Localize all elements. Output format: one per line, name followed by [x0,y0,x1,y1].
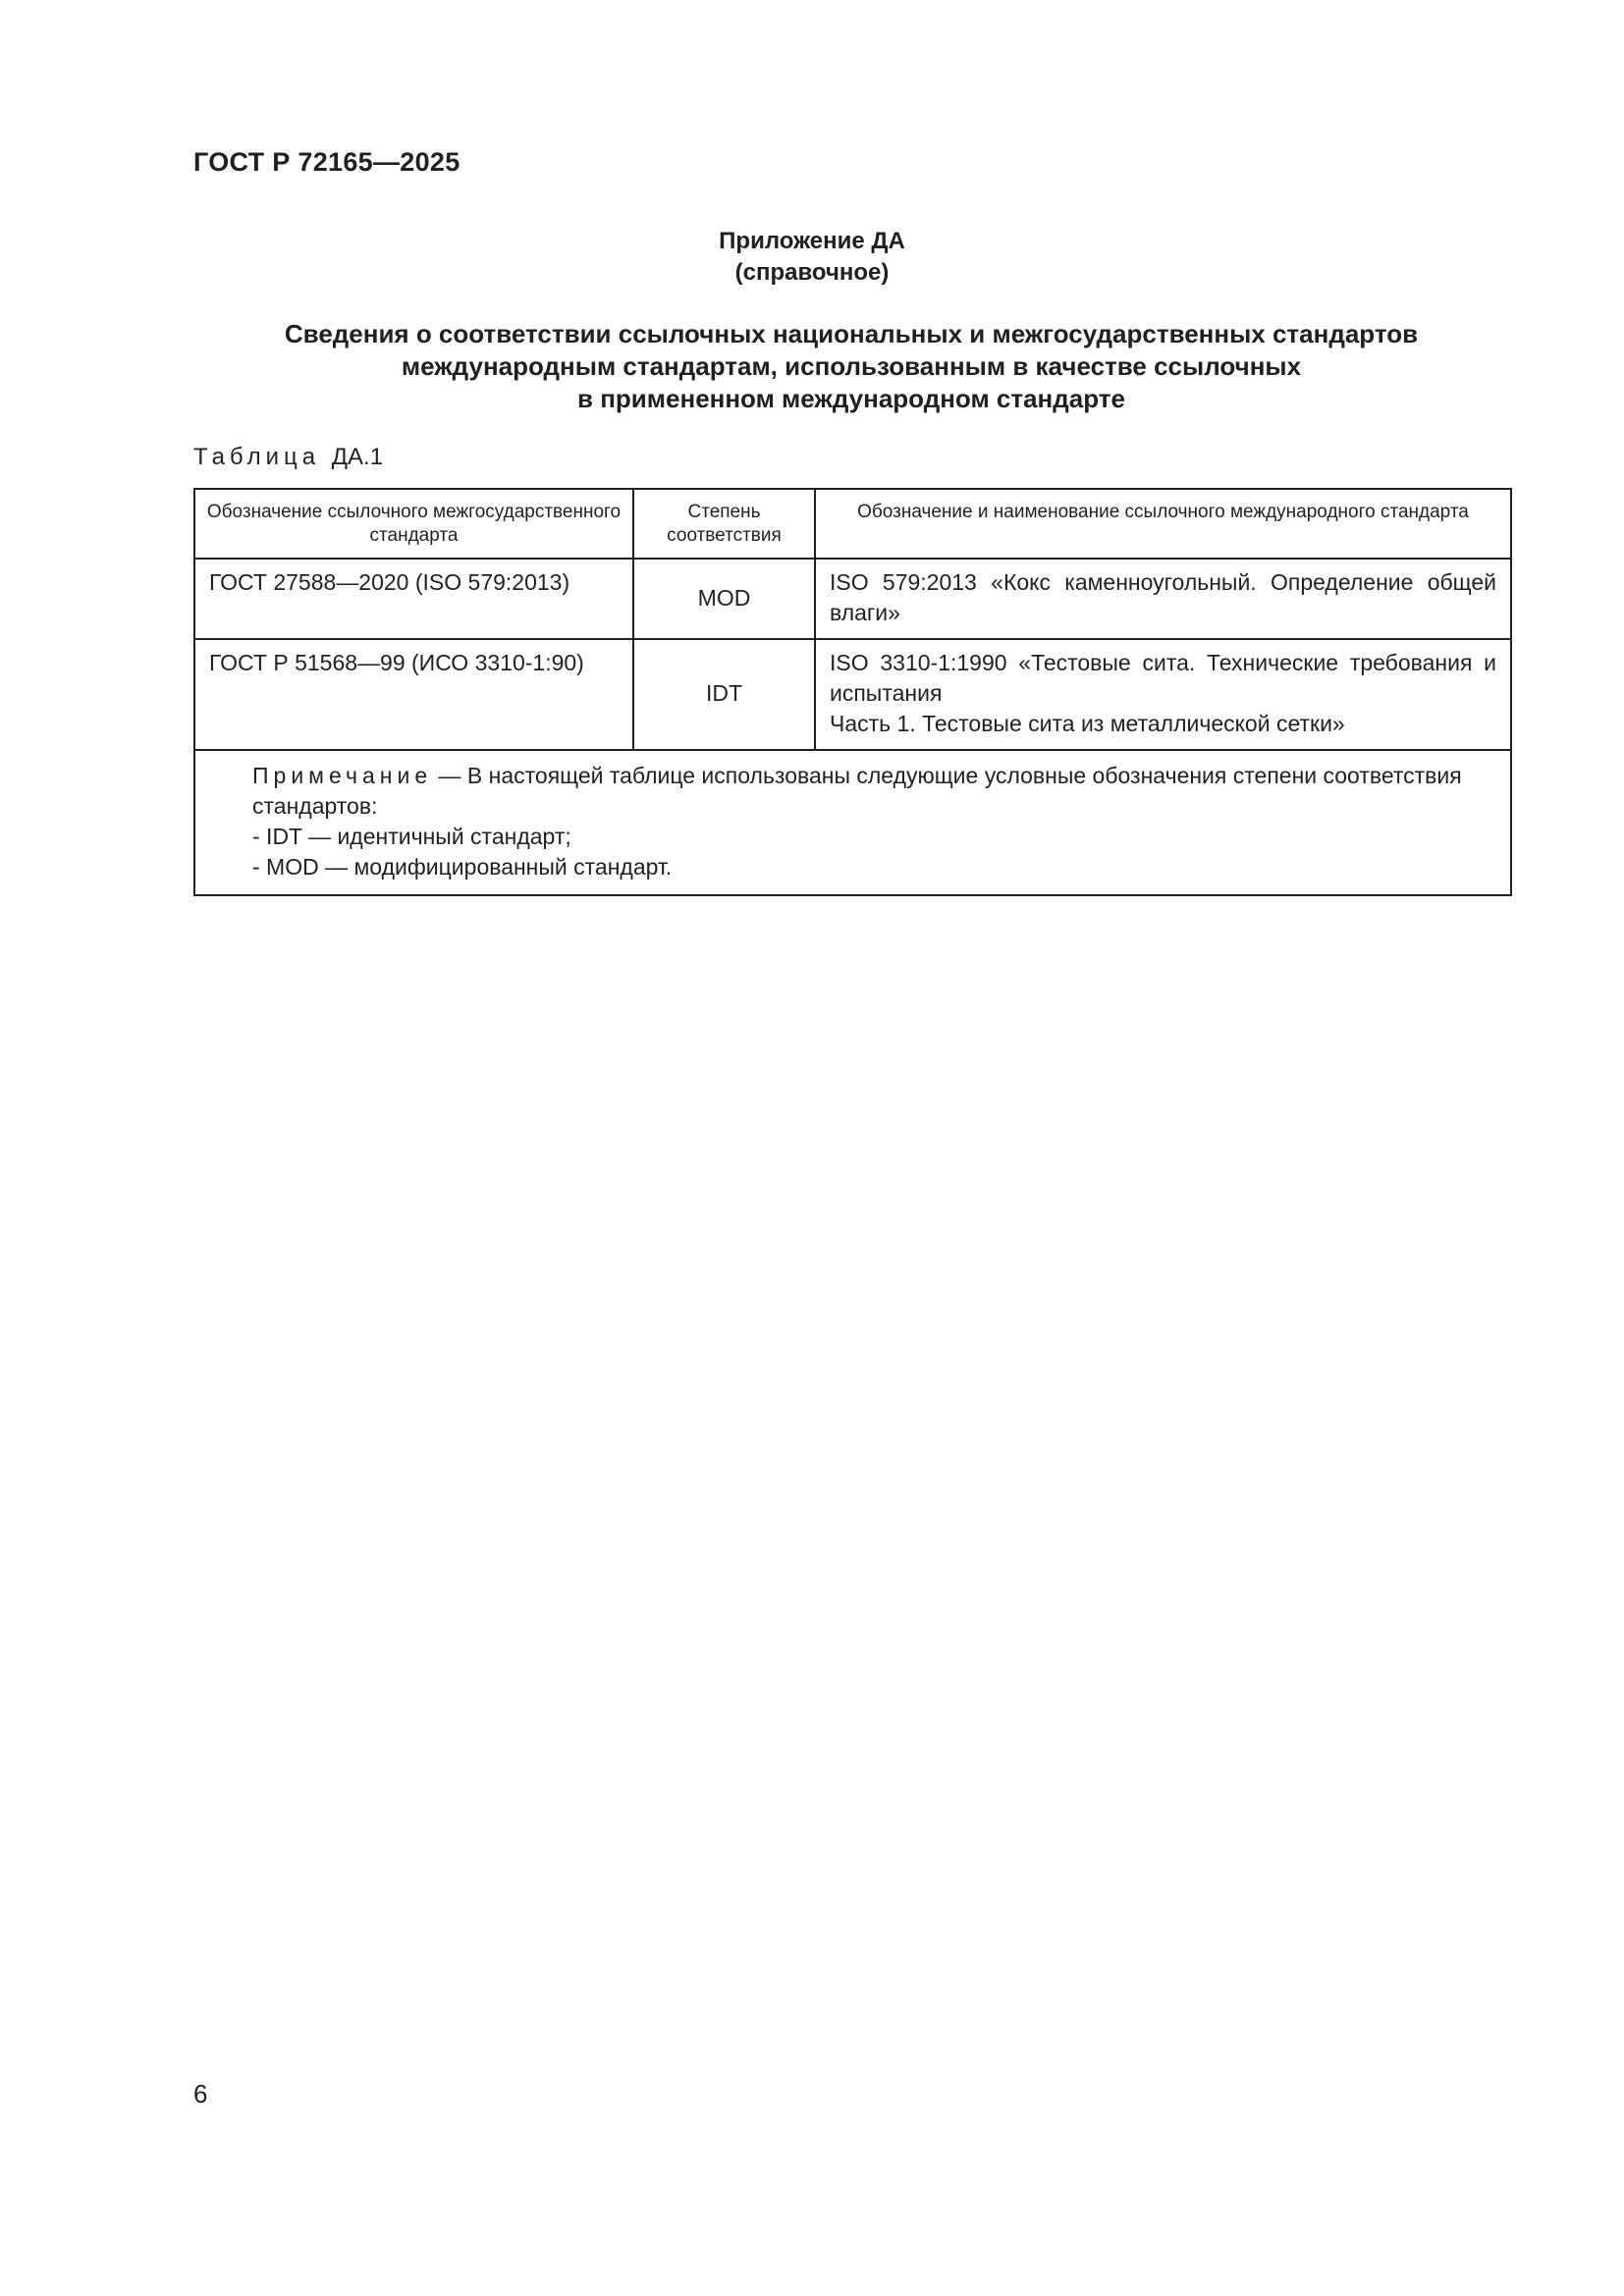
note-text: — В настоящей таблице использованы следующие условные обозначения степени соответствия стандартов: [252,763,1462,819]
section-title-line: международным стандартам, использованным в качестве ссылочных [401,351,1302,381]
table-caption-number: ДА.1 [331,444,384,470]
note-intro [209,761,1496,822]
cell-degree: MOD [633,559,815,639]
header-national-standard: Обозначение ссылочного межгосударственного стандарта [194,489,633,559]
section-title-line: в примененном международном стандарте [577,384,1125,413]
document-code: ГОСТ Р 72165—2025 [193,147,460,177]
table-row [194,639,1511,750]
section-title-line: Сведения о соответствии ссылочных национальных и межгосударственных стандартов [284,319,1419,348]
cell-international-standard [815,639,1511,750]
section-title [193,318,1509,415]
international-line: Часть 1. Тестовые сита из металлической сетки» [830,711,1345,736]
page-number: 6 [193,2079,208,2109]
table-note [194,750,1511,895]
cell-degree: IDT [633,639,815,750]
cell-national-standard: ГОСТ Р 51568—99 (ИСО 3310-1:90) [194,639,633,750]
cell-international-standard: ISO 579:2013 «Кокс каменноугольный. Определение общей влаги» [815,559,1511,639]
header-international-standard: Обозначение и наименование ссылочного международного стандарта [815,489,1511,559]
table-row [194,559,1511,639]
table-header-row [194,489,1511,559]
annex-title: Приложение ДА [719,228,905,254]
header-degree: Степень соответствия [633,489,815,559]
annex-subtitle: (справочное) [734,259,890,286]
note-item-idt: - IDT — идентичный стандарт; [252,824,571,849]
table-note-row [194,750,1511,895]
international-line: ISO 3310-1:1990 «Тестовые сита. Технические требования и испытания [830,650,1496,706]
cell-national-standard: ГОСТ 27588—2020 (ISO 579:2013) [194,559,633,639]
table-caption-label: Таблица [193,444,321,470]
note-label: Примечание [252,763,433,788]
correspondence-table [193,488,1512,896]
table-caption [193,444,383,471]
note-item-mod: - MOD — модифицированный стандарт. [252,854,673,880]
